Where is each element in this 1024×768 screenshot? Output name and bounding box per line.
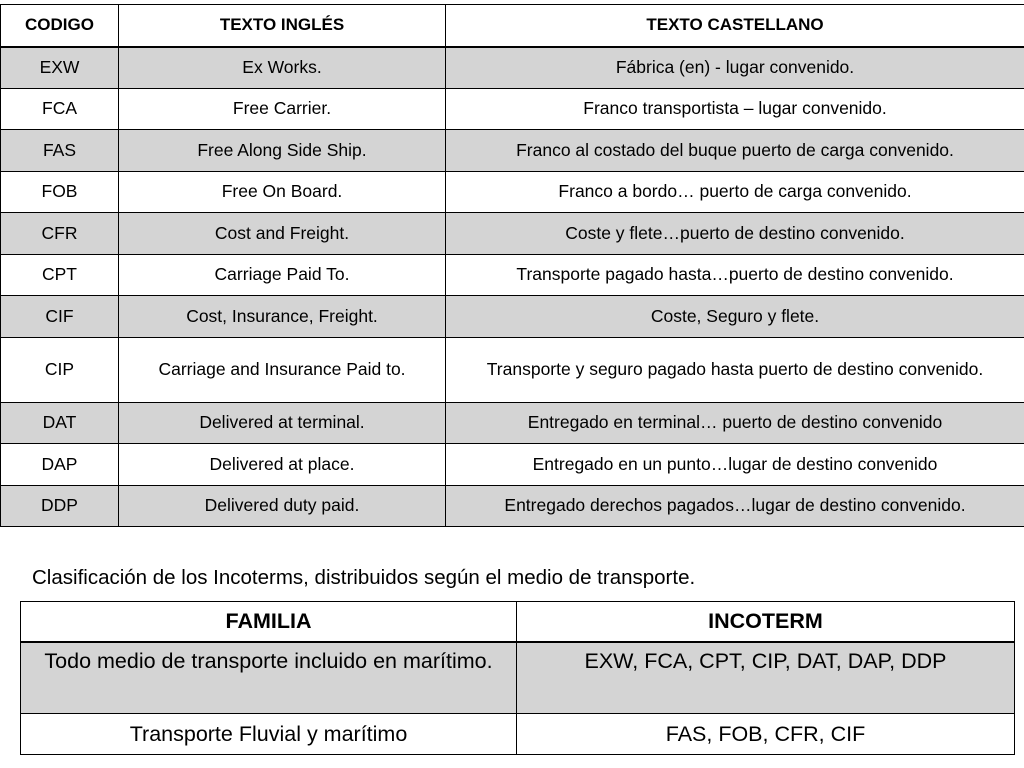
cell-english: Free Carrier. bbox=[119, 88, 446, 130]
classification-caption: Clasificación de los Incoterms, distribuidos según el medio de transporte. bbox=[32, 566, 696, 589]
table-row bbox=[1, 88, 1024, 130]
table-row bbox=[1, 130, 1024, 172]
cell-english: Cost and Freight. bbox=[119, 213, 446, 255]
cell-english: Delivered at terminal. bbox=[119, 402, 446, 444]
cell-code: CIP bbox=[1, 337, 119, 402]
cell-familia: Todo medio de transporte incluido en marítimo. bbox=[21, 642, 517, 714]
cell-spanish: Franco a bordo… puerto de carga convenido. bbox=[446, 171, 1024, 213]
cell-spanish: Coste y flete…puerto de destino convenido. bbox=[446, 213, 1024, 255]
table-row bbox=[21, 642, 1015, 714]
cell-spanish: Entregado derechos pagados…lugar de destino convenido. bbox=[446, 485, 1024, 527]
family-table bbox=[20, 601, 1015, 755]
cell-incoterm: EXW, FCA, CPT, CIP, DAT, DAP, DDP bbox=[517, 642, 1015, 714]
cell-spanish: Entregado en un punto…lugar de destino convenido bbox=[446, 444, 1024, 486]
table-row bbox=[1, 296, 1024, 338]
cell-spanish: Entregado en terminal… puerto de destino convenido bbox=[446, 402, 1024, 444]
incoterms-table bbox=[0, 4, 1024, 527]
cell-spanish: Franco al costado del buque puerto de carga convenido. bbox=[446, 130, 1024, 172]
cell-english: Free On Board. bbox=[119, 171, 446, 213]
cell-familia: Transporte Fluvial y marítimo bbox=[21, 714, 517, 755]
header-codigo: CODIGO bbox=[1, 5, 119, 47]
cell-english: Ex Works. bbox=[119, 47, 446, 89]
cell-code: FAS bbox=[1, 130, 119, 172]
table-row bbox=[1, 402, 1024, 444]
header-texto-ingles: TEXTO INGLÉS bbox=[119, 5, 446, 47]
cell-spanish: Fábrica (en) - lugar convenido. bbox=[446, 47, 1024, 89]
table-row bbox=[1, 444, 1024, 486]
cell-code: DAT bbox=[1, 402, 119, 444]
table-row bbox=[1, 171, 1024, 213]
cell-english: Delivered at place. bbox=[119, 444, 446, 486]
cell-code: DAP bbox=[1, 444, 119, 486]
cell-code: DDP bbox=[1, 485, 119, 527]
header-familia: FAMILIA bbox=[21, 602, 517, 642]
cell-code: FOB bbox=[1, 171, 119, 213]
table-row bbox=[1, 47, 1024, 89]
header-incoterm: INCOTERM bbox=[517, 602, 1015, 642]
table-row bbox=[21, 714, 1015, 755]
cell-spanish: Transporte pagado hasta…puerto de destino convenido. bbox=[446, 254, 1024, 296]
table-row bbox=[1, 337, 1024, 402]
cell-code: EXW bbox=[1, 47, 119, 89]
header-texto-castellano: TEXTO CASTELLANO bbox=[446, 5, 1024, 47]
table-row bbox=[1, 213, 1024, 255]
cell-code: CPT bbox=[1, 254, 119, 296]
cell-code: FCA bbox=[1, 88, 119, 130]
cell-english: Carriage and Insurance Paid to. bbox=[119, 337, 446, 402]
table-header-row bbox=[21, 602, 1015, 642]
cell-english: Carriage Paid To. bbox=[119, 254, 446, 296]
table-header-row bbox=[1, 5, 1024, 47]
cell-code: CFR bbox=[1, 213, 119, 255]
cell-spanish: Franco transportista – lugar convenido. bbox=[446, 88, 1024, 130]
table-row bbox=[1, 485, 1024, 527]
cell-spanish: Transporte y seguro pagado hasta puerto de destino convenido. bbox=[446, 337, 1024, 402]
cell-english: Delivered duty paid. bbox=[119, 485, 446, 527]
table-row bbox=[1, 254, 1024, 296]
cell-incoterm: FAS, FOB, CFR, CIF bbox=[517, 714, 1015, 755]
cell-english: Cost, Insurance, Freight. bbox=[119, 296, 446, 338]
cell-english: Free Along Side Ship. bbox=[119, 130, 446, 172]
cell-code: CIF bbox=[1, 296, 119, 338]
cell-spanish: Coste, Seguro y flete. bbox=[446, 296, 1024, 338]
